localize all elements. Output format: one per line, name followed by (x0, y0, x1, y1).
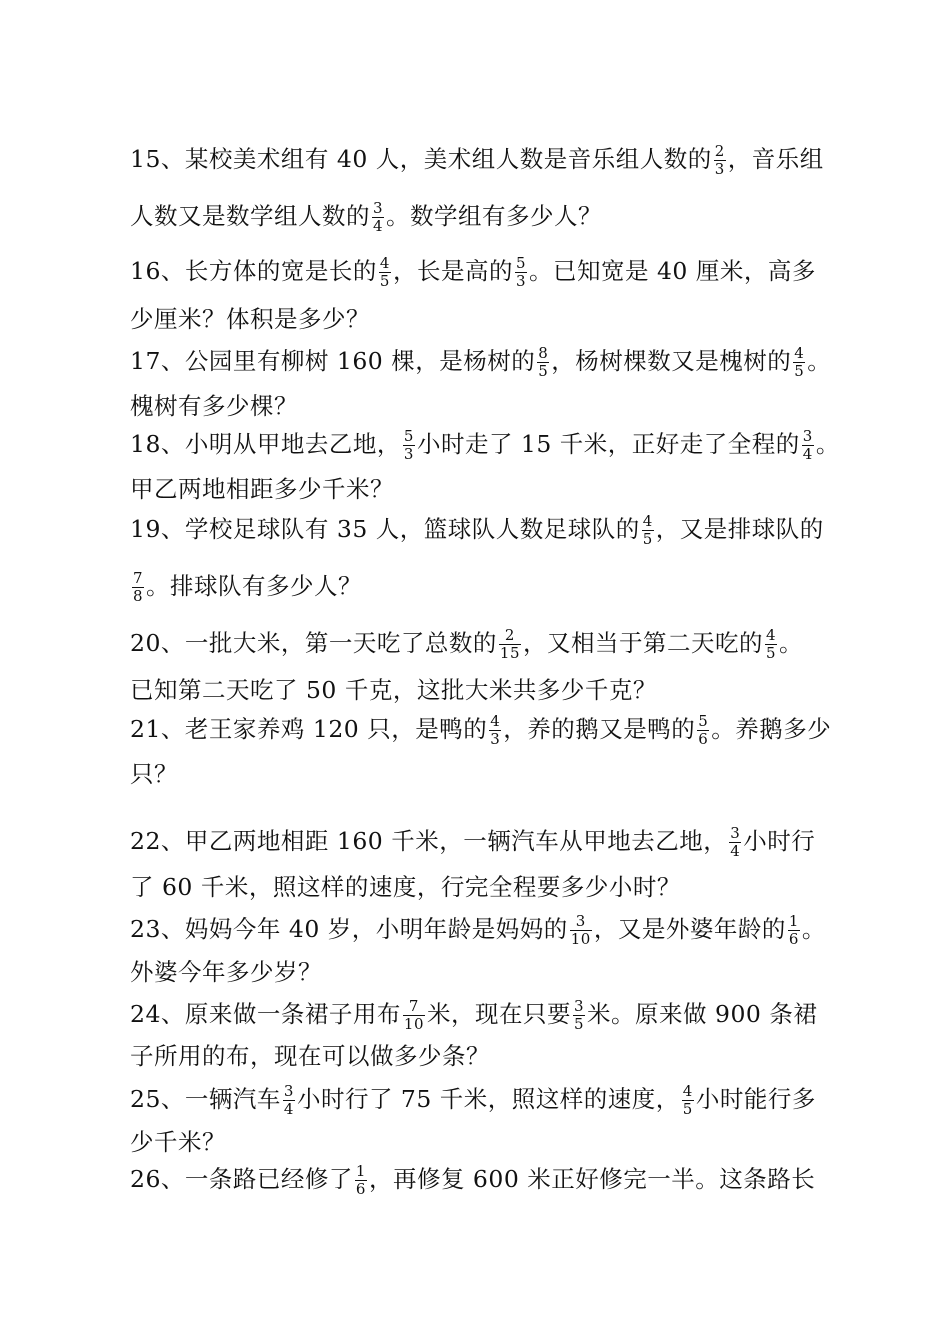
problem-line (130, 825, 815, 860)
line-text: 。 (807, 347, 832, 375)
problem-line (130, 873, 681, 901)
fraction-numerator: 4 (794, 344, 805, 362)
fraction (379, 255, 391, 290)
fraction (403, 998, 425, 1033)
problem-line (130, 998, 817, 1033)
line-text: 小时走了 15 千米，正好走了全程的 (416, 430, 800, 458)
fraction (372, 200, 384, 235)
fraction-numerator: 5 (403, 427, 414, 445)
fraction-denominator: 5 (794, 362, 805, 380)
fraction (132, 570, 144, 605)
line-text: 15、某校美术组有 40 人，美术组人数是音乐组人数的 (130, 145, 712, 173)
line-text: 。数学组有多少人？ (386, 202, 603, 230)
line-text: 。 (801, 915, 826, 943)
problem-line (130, 760, 178, 788)
line-text: 小时行 (743, 827, 816, 855)
line-text: 子所用的布，现在可以做多少条？ (130, 1042, 490, 1070)
problem-line (130, 1163, 815, 1198)
line-text: 。排球队有多少人？ (146, 572, 363, 600)
line-text: 米。原来做 900 条裙 (587, 1000, 818, 1028)
line-text: ，又是排球队的 (655, 515, 824, 543)
fraction (515, 255, 527, 290)
line-text: 人数又是数学组人数的 (130, 202, 370, 230)
line-text: 23、妈妈今年 40 岁，小明年龄是妈妈的 (130, 915, 568, 943)
line-text: 少千米？ (130, 1128, 226, 1156)
fraction-denominator: 5 (379, 272, 390, 290)
fraction-numerator: 3 (373, 199, 384, 217)
line-text: ，再修复 600 米正好修完一半。这条路长 (368, 1165, 816, 1193)
fraction-numerator: 2 (499, 627, 521, 645)
fraction-numerator: 4 (766, 626, 777, 644)
fraction (570, 913, 592, 948)
problem-line (130, 913, 826, 948)
problem-line (130, 713, 831, 748)
fraction (765, 627, 777, 662)
line-text: 26、一条路已经修了 (130, 1165, 353, 1193)
fraction-denominator: 5 (538, 362, 549, 380)
fraction-numerator: 4 (379, 254, 390, 272)
problem-line (130, 428, 840, 463)
fraction-denominator: 4 (730, 842, 741, 860)
problem-line (130, 200, 602, 235)
line-text: ，又相当于第二天吃的 (523, 629, 763, 657)
fraction-denominator: 4 (802, 445, 813, 463)
problem-line (130, 305, 370, 333)
fraction-numerator: 5 (698, 712, 709, 730)
fraction (283, 1083, 295, 1118)
line-text: 。已知宽是 40 厘米，高多 (529, 257, 816, 285)
fraction-numerator: 7 (403, 998, 425, 1016)
fraction (802, 428, 814, 463)
line-text: 少厘米？体积是多少？ (130, 305, 370, 333)
problem-line (130, 1083, 816, 1118)
line-text: 甲乙两地相距多少千米？ (130, 475, 394, 503)
fraction-denominator: 8 (133, 587, 144, 605)
line-text: 20、一批大米，第一天吃了总数的 (130, 629, 497, 657)
line-text: 16、长方体的宽是长的 (130, 257, 377, 285)
line-text: 小时行了 75 千米，照这样的速度， (296, 1085, 680, 1113)
line-text: 22、甲乙两地相距 160 千米，一辆汽车从甲地去乙地， (130, 827, 728, 855)
problem-line (130, 676, 657, 704)
fraction-numerator: 5 (515, 254, 526, 272)
fraction (573, 998, 585, 1033)
problem-line (130, 392, 298, 420)
fraction-numerator: 1 (788, 912, 799, 930)
line-text: 。养鹅多少 (711, 715, 832, 743)
fraction-denominator: 15 (499, 644, 520, 662)
fraction-numerator: 2 (714, 142, 725, 160)
problem-line (130, 627, 803, 662)
fraction-numerator: 3 (574, 997, 585, 1015)
problem-line (130, 1042, 490, 1070)
fraction (793, 345, 805, 380)
fraction-denominator: 3 (714, 160, 725, 178)
problem-line (130, 513, 824, 548)
fraction-numerator: 4 (642, 512, 653, 530)
line-text: 25、一辆汽车 (130, 1085, 281, 1113)
line-text: 。 (779, 629, 804, 657)
line-text: 18、小明从甲地去乙地， (130, 430, 401, 458)
fraction (489, 713, 501, 748)
fraction-numerator: 3 (283, 1082, 294, 1100)
line-text: 了 60 千米，照这样的速度，行完全程要多少小时？ (130, 873, 681, 901)
fraction-denominator: 5 (766, 644, 777, 662)
line-text: 已知第二天吃了 50 千克，这批大米共多少千克？ (130, 676, 657, 704)
fraction-numerator: 1 (355, 1162, 366, 1180)
fraction-denominator: 10 (403, 1015, 424, 1033)
line-text: ，音乐组 (727, 145, 824, 173)
fraction-denominator: 10 (570, 930, 591, 948)
fraction-denominator: 5 (682, 1100, 693, 1118)
problem-line (130, 255, 816, 290)
fraction (403, 428, 415, 463)
fraction-denominator: 6 (698, 730, 709, 748)
line-text: 。 (815, 430, 840, 458)
line-text: 米，现在只要 (427, 1000, 571, 1028)
fraction (729, 825, 741, 860)
fraction-denominator: 3 (515, 272, 526, 290)
fraction-denominator: 6 (788, 930, 799, 948)
problem-line (130, 143, 824, 178)
fraction-denominator: 3 (403, 445, 414, 463)
fraction-numerator: 3 (802, 427, 813, 445)
line-text: 17、公园里有柳树 160 棵，是杨树的 (130, 347, 536, 375)
fraction (499, 627, 521, 662)
fraction (697, 713, 709, 748)
line-text: 19、学校足球队有 35 人，篮球队人数足球队的 (130, 515, 640, 543)
line-text: 只？ (130, 760, 178, 788)
fraction-denominator: 5 (574, 1015, 585, 1033)
fraction-numerator: 3 (570, 913, 592, 931)
line-text: 21、老王家养鸡 120 只，是鸭的 (130, 715, 488, 743)
fraction-denominator: 6 (355, 1180, 366, 1198)
line-text: ，又是外婆年龄的 (593, 915, 786, 943)
fraction (642, 513, 654, 548)
fraction (788, 913, 800, 948)
fraction-denominator: 4 (373, 217, 384, 235)
problem-line (130, 570, 362, 605)
problem-line (130, 345, 831, 380)
line-text: 槐树有多少棵？ (130, 392, 298, 420)
fraction-numerator: 8 (538, 344, 549, 362)
fraction-denominator: 4 (283, 1100, 294, 1118)
fraction-denominator: 3 (490, 730, 501, 748)
fraction (682, 1083, 694, 1118)
problem-line (130, 958, 322, 986)
fraction (537, 345, 549, 380)
problem-line (130, 1128, 226, 1156)
line-text: ，长是高的 (392, 257, 513, 285)
fraction-numerator: 4 (490, 712, 501, 730)
fraction (714, 143, 726, 178)
line-text: 外婆今年多少岁？ (130, 958, 322, 986)
line-text: 小时能行多 (695, 1085, 816, 1113)
line-text: ，养的鹅又是鸭的 (503, 715, 696, 743)
fraction (355, 1163, 367, 1198)
fraction-numerator: 3 (730, 824, 741, 842)
fraction-numerator: 7 (133, 569, 144, 587)
fraction-numerator: 4 (682, 1082, 693, 1100)
fraction-denominator: 5 (642, 530, 653, 548)
line-text: ，杨树棵数又是槐树的 (551, 347, 792, 375)
line-text: 24、原来做一条裙子用布 (130, 1000, 401, 1028)
problem-line (130, 475, 394, 503)
